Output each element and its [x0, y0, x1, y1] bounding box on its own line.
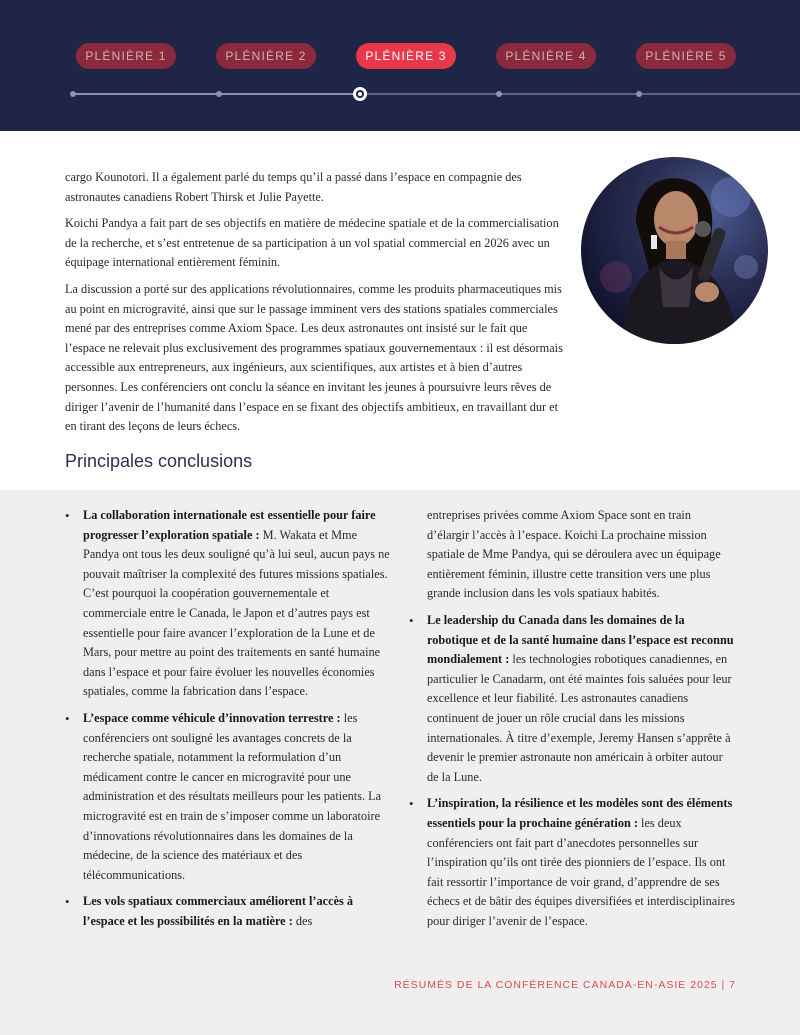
page-footer: RÉSUMÉS DE LA CONFÉRENCE CANADA-EN-ASIE 2025 | 7 [394, 979, 736, 991]
speaker-portrait-illustration [581, 157, 768, 344]
bullet-icon: • [409, 796, 414, 812]
intro-paragraph: cargo Kounotori. Il a également parlé du temps qu’il a passé dans l’espace en compagnie des astronautes canadiens Robert Thirsk et Julie Payette. [65, 170, 522, 204]
conclusion-heading: Les vols spatiaux commerciaux améliorent l’accès à l’espace et les possibilités en la matière : [83, 894, 354, 928]
conclusion-heading: L’inspiration, la résilience et les modèles sont des éléments essentiels pour la prochaine génération : [427, 796, 733, 830]
conclusion-heading: La collaboration internationale est essentielle pour faire progresser l’exploration spatiale : [83, 508, 376, 542]
intro-paragraph: Koichi Pandya a fait part de ses objectifs en matière de médecine spatiale et de la commercialisation de la recherche, et s’est entretenue de sa participation à un vol spatial commercial en 2026 avec un équipage international entièrement féminin. [65, 216, 559, 270]
tab-pleniere-3[interactable]: PLÉNIÈRE 3 [356, 43, 456, 69]
conclusions-left-column [65, 506, 395, 938]
list-item [65, 709, 395, 885]
conclusion-text: des [292, 913, 313, 928]
list-item [409, 611, 736, 787]
conclusion-heading: L’espace comme véhicule d’innovation terrestre : [83, 710, 341, 725]
list-item [65, 892, 395, 931]
conclusion-text: les deux conférenciers ont fait part d’anecdotes personnelles sur l’inspiration qu’ils ont tirée des pionniers de l’espace. Ils ont fait ressortir l’importance de voir grand, d’apprendre de ses échecs et de bâtir des équipes diversifiées et interdisciplinaires pour diriger l’avenir de l’espace. [427, 815, 735, 928]
timeline-dot-2[interactable] [216, 91, 222, 97]
tab-pleniere-2[interactable]: PLÉNIÈRE 2 [216, 43, 316, 69]
timeline-dot-5[interactable] [636, 91, 642, 97]
conclusion-text: M. Wakata et Mme Pandya ont tous les deux souligné qu’à lui seul, aucun pays ne pouvait maîtriser la complexité des futures missions spatiales. C’est pourquoi la coopération gouvernementale et commerciale entre le Canada, le Japon et d’autres pays est essentielle pour faire avancer l’exploration de la Lune et de Mars, pour mettre au point des traitements en santé humaine dans l’espace et pour faire évoluer les nouvelles économies spatiales, comme la fabrication dans l’espace. [83, 527, 390, 699]
bullet-icon: • [65, 894, 70, 910]
tab-pleniere-5[interactable]: PLÉNIÈRE 5 [636, 43, 736, 69]
conclusion-text: les conférenciers ont souligné les avantages concrets de la recherche spatiale, notamment la reformulation d’un médicament contre le cancer en microgravité pour une administration et des résultats meilleurs pour les patients. La microgravité est en train de s’imposer comme un laboratoire d’innovations révolutionnaires dans les domaines de la médecine, de la science des matériaux et des télécommunications. [83, 710, 382, 882]
speaker-portrait-photo [581, 157, 768, 344]
intro-paragraph: La discussion a porté sur des applications révolutionnaires, comme les produits pharmaceutiques mis au point en microgravité, ainsi que sur le passage imminent vers des stations spatiales commerciales mené par des entreprises comme Axiom Space. Les deux astronautes ont insisté sur le fait que l’espace ne relevait plus exclusivement des programmes spatiaux gouvernementaux : il est désormais accessible aux entrepreneurs, aux ingénieurs, aux scientifiques, aux artistes et à bien d’autres personnes. Les conférenciers ont conclu la séance en invitant les jeunes à poursuivre leurs rêves de diriger l’avenir de l’humanité dans l’espace en se fixant des objectifs ambitieux, en travaillant dur et en tirant des leçons de leurs échecs. [65, 281, 563, 434]
timeline-dot-3-current[interactable] [353, 87, 367, 101]
bullet-icon: • [409, 612, 414, 628]
timeline-dot-4[interactable] [496, 91, 502, 97]
tab-pleniere-1[interactable]: PLÉNIÈRE 1 [76, 43, 176, 69]
bullet-icon: • [65, 508, 70, 523]
conclusion-continuation: entreprises privées comme Axiom Space sont en train d’élargir l’accès à l’espace. Koichi La prochaine mission spatiale de Mme Pandya, qui se déroulera avec un équipage entièrement féminin, illustre cette transition vers une plus grande inclusion dans les vols spatiaux habités. [427, 508, 721, 601]
intro-text [65, 168, 570, 444]
plenary-navigation-header [0, 0, 800, 131]
conclusion-text: les technologies robotiques canadiennes, en particulier le Canadarm, ont été maintes fois saluées pour leur excellence et leur fiabilité. Les astronautes canadiens continuent de jouer un rôle crucial dans les missions internationales. À titre d’exemple, Jeremy Hansen s’apprête à devenir le premier astronaute non américain à orbiter autour de la Lune. [427, 652, 732, 784]
bullet-icon: • [65, 710, 70, 726]
list-item [65, 506, 395, 702]
tab-pleniere-4[interactable]: PLÉNIÈRE 4 [496, 43, 596, 69]
section-title: Principales conclusions [65, 451, 253, 471]
list-item [409, 794, 736, 931]
timeline-dot-1[interactable] [70, 91, 76, 97]
conclusion-heading: Le leadership du Canada dans les domaines de la robotique et de la santé humaine dans l’espace est reconnu mondialement : [427, 612, 734, 667]
conclusions-right-column [409, 506, 736, 938]
